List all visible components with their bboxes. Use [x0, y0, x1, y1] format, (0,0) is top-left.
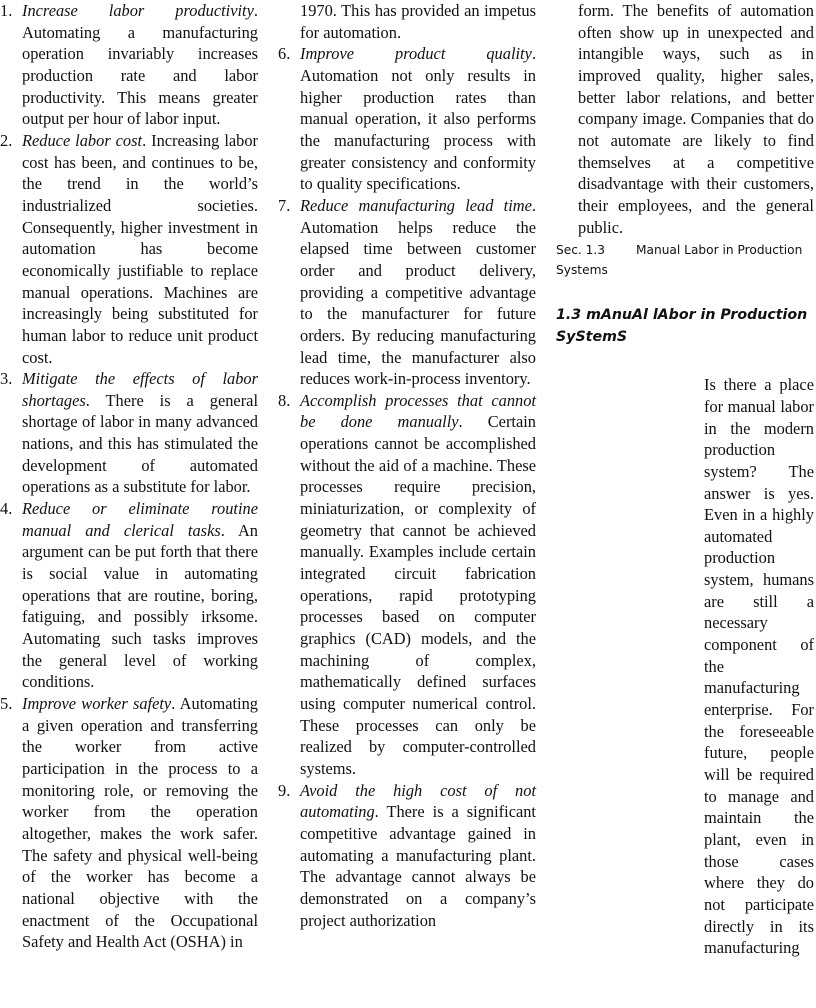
- list-item: [278, 780, 536, 932]
- item-body: . Automating a given operation and transferring the worker from active participation in the process to a monitoring role, or removing the worker from the operation altogether, makes the work safer. The safety and physical well-being of the worker has become a national objective with the enactment of the Occupational Safety and Health Act (OSHA) in: [22, 694, 258, 952]
- running-head-title: Manual Labor in Production: [636, 243, 803, 258]
- list-item: [0, 0, 258, 130]
- list-item: [0, 498, 258, 693]
- indent-spacer: [278, 0, 300, 43]
- item-body: . Automation helps reduce the elapsed time between customer order and product delivery, providing a competitive advantage to the manufacturer for future orders. By reducing manufacturing lead time, the manufacturer also reduces work-in-process inventory.: [300, 195, 536, 389]
- item-number: 8.: [278, 390, 291, 410]
- item-text: [22, 693, 258, 953]
- item-number: 2.: [0, 130, 13, 150]
- item-body: . There is a general shortage of labor in many advanced nations, and this has stimulated the development of automated operations as a substitute for labor.: [22, 390, 258, 497]
- item-body: . An argument can be put forth that there is social value in automating operations that are routine, boring, fatiguing, and possibly irksome. Automating such tasks improves the general level of working conditions.: [22, 520, 258, 692]
- item-body: . Automating a manufacturing operation invariably increases production rate and labor productivity. This means greater output per hour of labor input.: [22, 1, 258, 129]
- item-body: . Automation not only results in higher production rates than manual operation, it also performs the manufacturing process with greater consistency and conformity to quality specifications.: [300, 44, 536, 194]
- item-number: 5.: [0, 694, 13, 713]
- continuation-block: [556, 0, 814, 238]
- column-1: [0, 0, 258, 953]
- indent-spacer: [556, 0, 578, 238]
- item-heading: Reduce or eliminate routine manual and clerical tasks: [22, 499, 258, 540]
- item-body: . Increasing labor cost has been, and continues to be, the trend in the world’s industrialized societies. Consequently, higher investment in automation has become economically justifiable to replace manual operations. Machines are increasingly being substituted for human labor to reduce unit product cost.: [22, 130, 258, 367]
- running-head-section: Sec. 1.3: [556, 243, 606, 258]
- list-item: [0, 693, 258, 953]
- running-head: [556, 240, 814, 260]
- item-text: [300, 780, 536, 932]
- list-item: [278, 43, 536, 195]
- column-2: [278, 0, 536, 931]
- item-number: 6.: [278, 44, 291, 64]
- item-heading: Increase labor productivity: [22, 1, 254, 20]
- list-item: [278, 390, 536, 780]
- column-3: [556, 0, 814, 959]
- item-text: [22, 0, 258, 130]
- item-body: . There is a significant competitive advantage gained in automating a manufacturing plant. The advantage cannot always be demonstrated on a company’s project authorization: [300, 802, 536, 930]
- item-heading: Improve worker safety: [22, 694, 172, 713]
- item-text: [22, 498, 258, 693]
- continuation-text: 1970. This has provided an impetus for automation.: [300, 1, 536, 42]
- item-heading: Reduce manufacturing lead time: [300, 195, 532, 215]
- item-body: . Certain operations cannot be accomplished without the aid of a machine. These processes require precision, miniaturization, or complexity of geometry that cannot be achieved manually. Examples include certain integrated circuit fabrication operations, rapid prototyping processes based on computer graphics (CAD) models, and the machining of complex, mathematically defined surfaces using computer numerical control. These processes can only be realized by computer-controlled systems.: [300, 412, 536, 778]
- item-heading: Reduce labor cost: [22, 130, 143, 150]
- item-heading: Avoid the high cost of not automating: [300, 780, 536, 822]
- list-item: [278, 195, 536, 390]
- list-item: [0, 368, 258, 498]
- item-number: 9.: [278, 780, 291, 800]
- item-text: [300, 43, 536, 195]
- item-text: [22, 368, 258, 498]
- item-number: 1.: [0, 1, 13, 20]
- section-title: 1.3 mAnuAl lAbor in Production SyStemS: [556, 307, 808, 346]
- item-number: 3.: [0, 369, 13, 389]
- item-heading: Mitigate the effects of labor shortages: [22, 369, 258, 410]
- item-number: 4.: [0, 499, 13, 519]
- item-number: 7.: [278, 195, 291, 215]
- item-text: [22, 130, 258, 368]
- item-heading: Accomplish processes that cannot be done manually: [300, 390, 536, 432]
- item-text: [300, 390, 536, 780]
- item-heading: Improve product quality: [300, 44, 532, 64]
- item-text: [300, 195, 536, 390]
- section-paragraph: Is there a place for manual labor in the modern production system? The answer is yes. Even in a highly automated production system, humans are still a necessary component of the manufacturing enterprise. For the foreseeable future, people will be required to manage and maintain the plant, even in those cases where they do not participate directly in its manufacturing: [704, 375, 814, 958]
- continuation-block: [278, 0, 536, 43]
- list-item: [0, 130, 258, 368]
- continuation-text: form. The benefits of automation often show up in unexpected and intangible ways, such as in improved quality, higher sales, better labor relations, and better company image. Companies that do not automate are likely to find themselves at a competitive disadvantage with their customers, their employees, and the general public.: [578, 1, 814, 237]
- running-head-title-cont: Systems: [556, 263, 608, 278]
